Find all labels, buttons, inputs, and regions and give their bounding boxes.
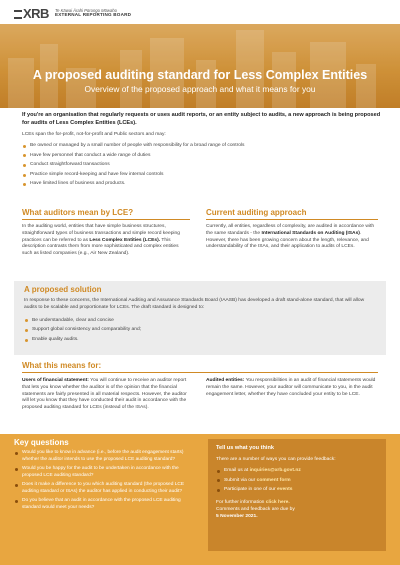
logo-bars-icon <box>14 10 22 19</box>
email-link[interactable]: inquiries@xrb.govt.nz <box>249 468 301 473</box>
intro-section <box>22 112 382 189</box>
page-title: A proposed auditing standard for Less Complex Entities <box>32 68 368 82</box>
click-here-link[interactable]: click here. <box>265 499 290 505</box>
solution-text: In response to these concerns, the International Auditing and Assurance Standards Board (IAASB) has developed a draft stand-alone standard, that will allow audits to be scalable and proportionate for LCEs. The draft standard is designed to: <box>24 298 365 310</box>
feedback-heading: Tell us what you think <box>216 445 275 451</box>
section-heading: A proposed solution <box>24 285 102 294</box>
logo-wordmark: XRB <box>23 6 49 21</box>
header-bar <box>0 0 400 24</box>
key-questions-banner <box>0 434 400 565</box>
intro-span-text: LCEs span the for-profit, not-for-profit and Public sectors and may: <box>22 132 166 138</box>
solution-goals-list <box>24 316 376 345</box>
lce-definition-text: In the auditing world, entities that have simple business structures, straightforward types of business transactions and simple record keeping practices can be referred to as Less Complex Entities (LCEs). This description contrasts them from more sophisticated and complex entities such as listed companies (e.g., Air New Zealand). <box>22 224 180 257</box>
due-date: 5 November 2021. <box>216 513 258 519</box>
divider <box>206 219 378 220</box>
current-approach-text: Currently, all entities, regardless of complexity, are audited in accordance with the same standards - the International Standards on Auditing (ISAs). However, there has been growing concern about the length, relevance, and understandability of the ISAs, and their application to audits of LCEs. <box>206 224 375 250</box>
intro-lead: If you're an organisation that regularly requests or uses audit reports, or an entity subject to audits, a new approach is being proposed for audits of Less Complex Entities (LCEs). <box>22 112 381 126</box>
list-item: Be understandable, clear and concise <box>24 316 376 326</box>
list-item: Have few personnel that conduct a wide range of duties <box>22 151 382 161</box>
list-item: Participate in one of our events <box>216 485 378 495</box>
section-heading: What auditors mean by LCE? <box>22 208 134 217</box>
list-item: Practice simple record-keeping and have few internal controls <box>22 170 382 180</box>
audited-entities-text: Audited entities: You responsibilities in an audit of financial statements would remain the same. However, your auditor will communicate to you, in the audit engagement letter, whether they have concluded your entity to be LCE. <box>206 378 376 397</box>
divider <box>22 219 190 220</box>
list-item: Conduct straightforward transactions <box>22 160 382 170</box>
list-item: Submit via our comment form <box>216 476 378 486</box>
list-item: Would you be happy for the audit to be undertaken in accordance with the proposed LCE auditing standard? <box>14 466 200 480</box>
proposed-solution-section <box>14 281 386 355</box>
events-link[interactable]: events <box>277 487 293 493</box>
list-item: Support global consistency and comparability and; <box>24 325 376 335</box>
divider <box>22 372 378 373</box>
questions-list <box>14 450 200 512</box>
logo-maori-name: Te Kāwai Ārahi Pūrongo Mōwaho <box>54 7 117 13</box>
feedback-intro: There are a number of ways you can provide feedback: <box>216 457 336 462</box>
list-item: Would you like to know in advance (i.e., before the audit engagement starts) whether the auditor intends to use the proposed LCE auditing standard? <box>14 450 200 464</box>
section-heading: Current auditing approach <box>206 208 307 217</box>
section-heading: What this means for: <box>22 361 102 370</box>
logo-english-name: EXTERNAL REPORTING BOARD <box>54 12 132 18</box>
hero-banner <box>0 24 400 108</box>
feedback-panel <box>208 439 386 551</box>
lce-definition-section <box>22 208 190 258</box>
list-item: Email us at inquiries@xrb.govt.nz <box>216 466 378 476</box>
users-text: Users of financial statement: You will continue to receive an auditor report that lets you know whether the auditor is of the opinion that the financial statements are fairly presented in all material respects. However, the auditor will let you know that they have conducted their audit in accordance with the proposed auditing standard for LCEs (instead of the ISAs). <box>22 378 187 411</box>
key-questions <box>14 438 200 514</box>
page-subtitle: Overview of the proposed approach and what it means for you <box>84 84 316 94</box>
list-item: Do you believe that an audit in accordance with the proposed LCE auditing standard would meet your needs? <box>14 498 200 512</box>
further-info: For further information click here. <box>216 499 290 505</box>
list-item: Have limited lines of business and products. <box>22 179 382 189</box>
section-heading: Key questions <box>14 438 69 447</box>
feedback-options-list <box>216 466 378 495</box>
due-date-text: Comments and feedback are due by 5 November 2021. <box>216 507 295 519</box>
lce-traits-list <box>22 141 382 189</box>
list-item: Be owned or managed by a small number of people with responsibility for a broad range of controls <box>22 141 382 151</box>
what-this-means-section <box>22 361 378 412</box>
list-item: Does it make a difference to you which auditing standard (the proposed LCE auditing standard or ISAs) the auditor has applied in conducting their audit? <box>14 482 200 496</box>
current-approach-section <box>206 208 378 251</box>
comment-form-link[interactable]: comment form <box>256 477 291 483</box>
list-item: Enable quality audits. <box>24 335 376 345</box>
xrb-logo[interactable] <box>14 6 131 21</box>
